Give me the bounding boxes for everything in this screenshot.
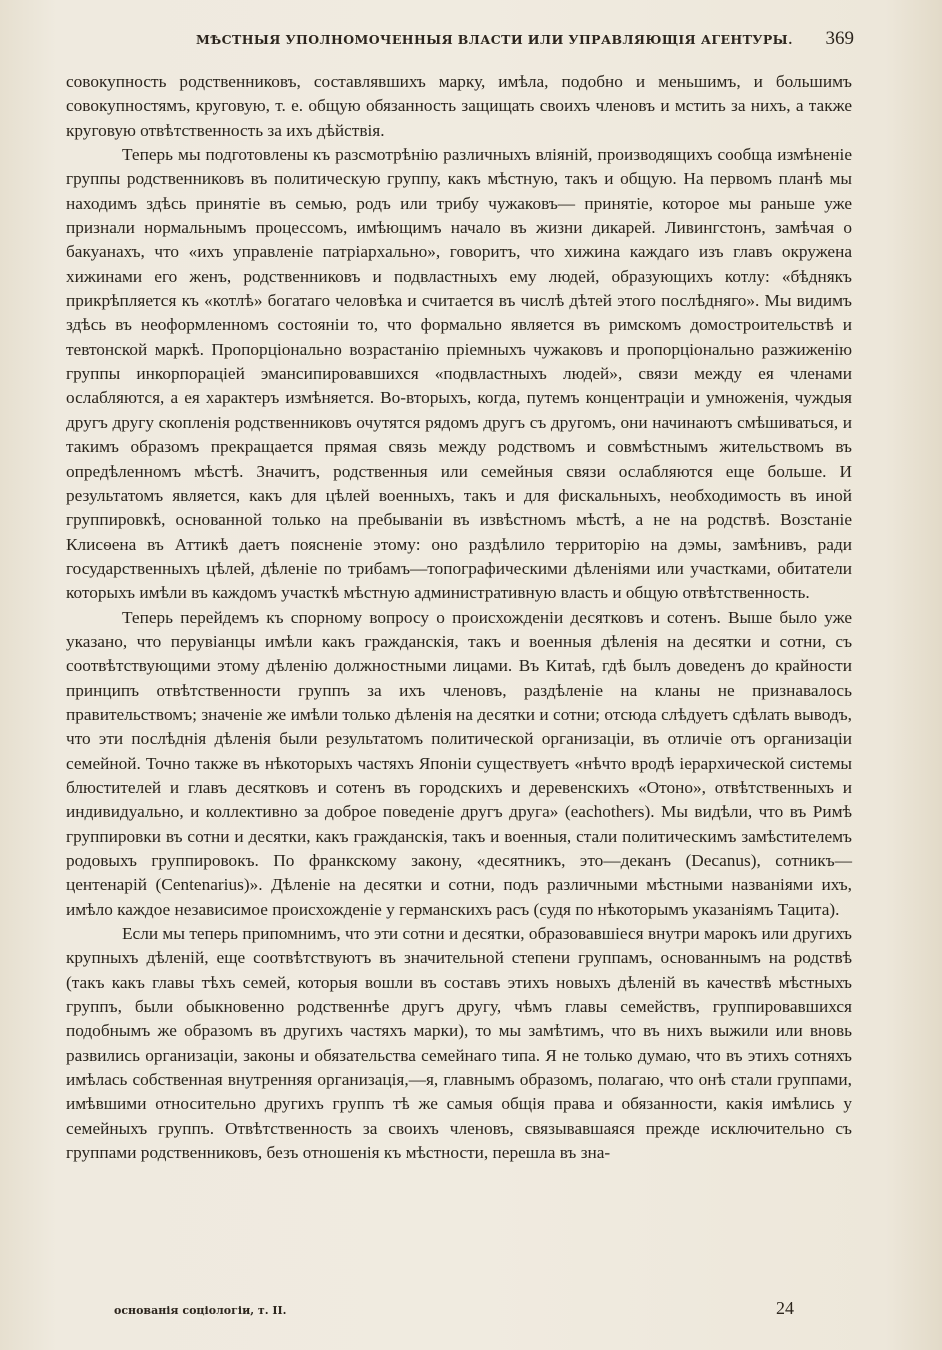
page-number: 369 (825, 28, 854, 49)
paragraph-continuation: совокупность родственниковъ, составлявшихъ марку, имѣла, подобно и меньшимъ, и большимъ совокупностямъ, круговую, т. е. общую обязанность защищать своихъ членовъ и мстить за нихъ, а также круговую отвѣтственность за ихъ дѣйствія. (66, 72, 852, 140)
page-footer (114, 1298, 834, 1324)
paragraph: Теперь перейдемъ къ спорному вопросу о происхожденіи десятковъ и сотенъ. Выше было уже указано, что перувіанцы имѣли какъ гражданскія, такъ и военныя дѣленія на десятки и сотни, съ соотвѣтствующими этому дѣленію должностными лицами. Въ Китаѣ, гдѣ былъ доведенъ до крайности принципъ отвѣтственности группъ за ихъ членовъ, раздѣленіе на кланы не признавалось правительствомъ; значеніе же имѣли только дѣленія на десятки и сотни; отсюда слѣдуетъ сдѣлать выводъ, что эти послѣднія дѣленія были результатомъ политической организаціи, въ отличіе отъ организаціи семейной. Точно также въ нѣкоторыхъ частяхъ Японіи существуетъ «нѣчто вродѣ іерархической системы блюстителей и главъ десятковъ и сотенъ въ городскихъ и деревенскихъ «Отоно», отвѣтственныхъ и индивидуально, и коллективно за доброе поведеніе другъ друга» (eachothers). Мы видѣли, что въ Римѣ группировки въ сотни и десятки, какъ гражданскія, такъ и военныя, стали политическимъ замѣстителемъ родовыхъ группировокъ. По франкскому закону, «десятникъ, это—деканъ (Decanus), сотникъ—центенарій (Centenarius)». Дѣленіе на десятки и сотни, подъ различными мѣстными названіями ихъ, имѣло каждое независимое происхожденіе у германскихъ расъ (судя по нѣкоторымъ указаніямъ Тацита). (66, 607, 852, 919)
signature-mark: 24 (776, 1298, 794, 1318)
running-head: МѢСТНЫЯ УПОЛНОМОЧЕННЫЯ ВЛАСТИ ИЛИ УПРАВЛЯЮЩІЯ АГЕНТУРЫ. (196, 32, 793, 47)
paragraph: Если мы теперь припомнимъ, что эти сотни и десятки, образовавшіеся внутри марокъ или другихъ крупныхъ дѣленій, еще соотвѣтствуютъ въ значительной степени группамъ, основаннымъ на родствѣ (такъ какъ главы тѣхъ семей, которыя вошли въ составъ этихъ новыхъ дѣленій въ качествѣ мѣстныхъ группъ, были обыкновенно родственнѣе другъ другу, чѣмъ главы семействъ, группировавшихся подобнымъ же образомъ въ другихъ частяхъ марки), то мы замѣтимъ, что въ нихъ выжили или вновь развились организаціи, законы и обязательства семейнаго типа. Я не только думаю, что въ этихъ сотняхъ имѣлась собственная внутренняя организація,—я, главнымъ образомъ, полагаю, что онѣ стали группами, имѣвшими относительно другихъ группъ тѣ же самыя общія права и обязанности, какія имѣлись у семейныхъ группъ. Отвѣтственность за своихъ членовъ, связывавшаяся прежде исключительно съ группами родственниковъ, безъ отношенія къ мѣстности, перешла въ зна- (66, 924, 852, 1163)
paragraph: Теперь мы подготовлены къ разсмотрѣнію различныхъ вліяній, производящихъ сообща измѣненіе группы родственниковъ въ политическую группу, какъ мѣстную, такъ и общую. На первомъ планѣ мы находимъ здѣсь принятіе въ семью, родъ или трибу чужаковъ— принятіе, которое мы раньше уже признали нормальнымъ процессомъ, имѣющимъ начало въ жизни дикарей. Ливингстонъ, замѣчая о бакуанахъ, что «ихъ управленіе патріархально», говоритъ, что хижина каждаго изъ главъ окружена хижинами его женъ, родственниковъ и подвластныхъ ему людей, образующихъ котлу: «бѣднякъ прикрѣпляется къ «котлѣ» богатаго человѣка и считается въ числѣ дѣтей этого послѣдняго». Мы видимъ здѣсь въ неоформленномъ состояніи то, что формально является въ римскомъ домостроительствѣ и тевтонской маркѣ. Пропорціонально возрастанію пріемныхъ чужаковъ и пропорціонально разжиженію группы инкорпораціей эмансипировавшихся «подвластныхъ людей», связи между ея членами ослабляются, а ея характеръ измѣняется. Во-вторыхъ, когда, путемъ концентраціи и умноженія, чуждыя другъ другу скопленія родственниковъ очутятся рядомъ другъ съ другомъ, они начинаютъ смѣшиваться, и такимъ образомъ прекращается прямая связь между родствомъ и совмѣстнымъ жительствомъ въ опредѣленномъ мѣстѣ. Значитъ, родственныя или семейныя связи ослабляются еще больше. И результатомъ является, какъ для цѣлей военныхъ, такъ и для фискальныхъ, необходимость въ иной группировкѣ, основанной только на пребываніи въ извѣстномъ мѣстѣ, а не на родствѣ. Возстаніе Клисѳена въ Аттикѣ даетъ поясненіе этому: оно раздѣлило территорію на дэмы, замѣнивъ, ради государственныхъ цѣлей, дѣленіе по трибамъ—топографическими дѣленіями или участками, обитатели которыхъ имѣли въ каждомъ участкѣ мѣстную административную власть и общую отвѣтственность. (66, 145, 852, 603)
body-text (66, 70, 852, 1165)
footer-book-title: основанія соціологіи, т. II. (114, 1304, 287, 1317)
page-header (66, 28, 854, 52)
